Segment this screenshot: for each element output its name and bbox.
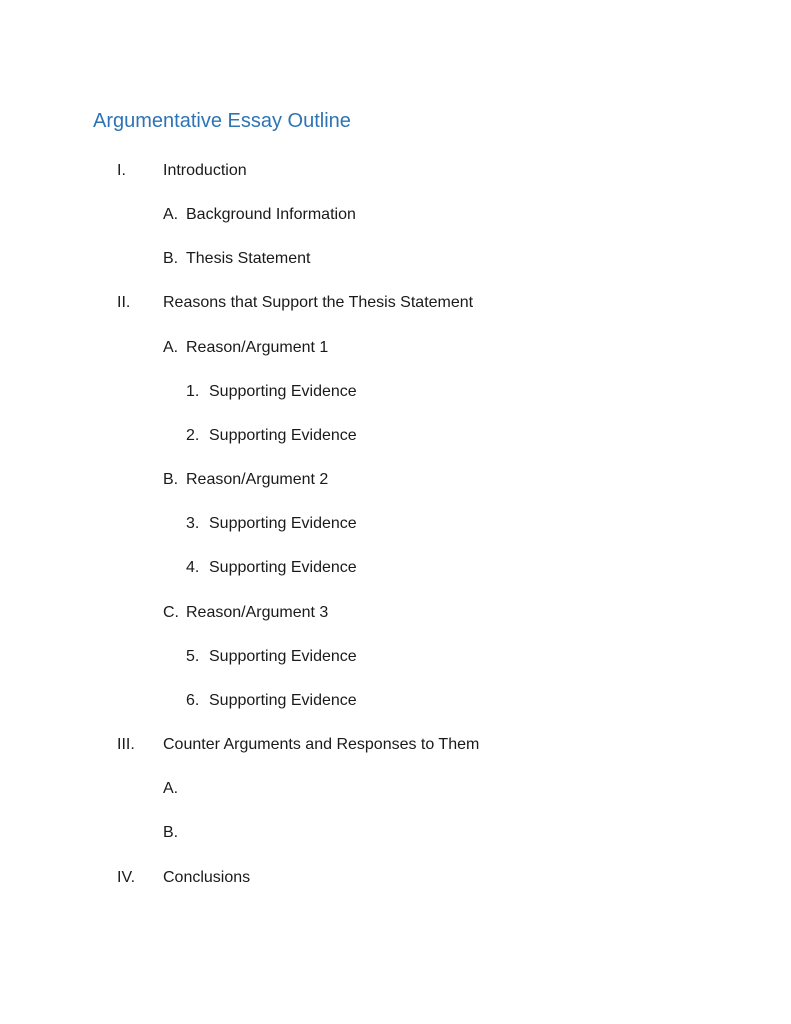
outline-item-subsection <box>0 602 791 624</box>
outline-marker: 2. <box>186 427 200 444</box>
outline-text: Reason/Argument 3 <box>186 604 329 621</box>
outline-item-section-1 <box>0 160 791 182</box>
outline-text: Introduction <box>163 162 247 179</box>
outline-item-section-2 <box>0 292 791 314</box>
outline-item-subsection <box>0 822 791 844</box>
outline-marker: A. <box>163 206 179 223</box>
outline-item-evidence <box>0 425 791 447</box>
outline-text: Supporting Evidence <box>209 692 357 709</box>
outline-item-subsection <box>0 204 791 226</box>
outline-marker: B. <box>163 471 179 488</box>
outline-text: Supporting Evidence <box>209 427 357 444</box>
outline-item-subsection <box>0 469 791 491</box>
outline-item-subsection <box>0 778 791 800</box>
outline-marker: II. <box>117 294 131 311</box>
outline-marker: A. <box>163 780 179 797</box>
outline-item-evidence <box>0 381 791 403</box>
outline-marker: 4. <box>186 559 200 576</box>
outline-text: Supporting Evidence <box>209 383 357 400</box>
outline-text: Reason/Argument 2 <box>186 471 329 488</box>
outline-item-evidence <box>0 557 791 579</box>
outline-text: Background Information <box>186 206 356 223</box>
outline-marker: A. <box>163 339 179 356</box>
outline-marker: B. <box>163 824 179 841</box>
outline-item-evidence <box>0 646 791 668</box>
outline-text: Counter Arguments and Responses to Them <box>163 736 480 753</box>
outline-text: Conclusions <box>163 869 251 886</box>
outline-marker: C. <box>163 604 179 621</box>
outline-marker: 6. <box>186 692 200 709</box>
outline-text: Supporting Evidence <box>209 515 357 532</box>
outline-item-subsection <box>0 248 791 270</box>
outline-marker: IV. <box>117 869 136 886</box>
outline-text: Supporting Evidence <box>209 559 357 576</box>
outline-item-evidence <box>0 690 791 712</box>
outline-marker: 3. <box>186 515 200 532</box>
outline-marker: I. <box>117 162 126 179</box>
outline-text: Reasons that Support the Thesis Statement <box>163 294 474 311</box>
outline-marker: 5. <box>186 648 200 665</box>
outline-marker: 1. <box>186 383 200 400</box>
outline-item-section-4 <box>0 867 791 889</box>
outline-item-subsection <box>0 337 791 359</box>
outline-item-section-3 <box>0 734 791 756</box>
outline-text: Reason/Argument 1 <box>186 339 329 356</box>
outline-marker: B. <box>163 250 179 267</box>
outline-marker: III. <box>117 736 135 753</box>
outline-text: Supporting Evidence <box>209 648 357 665</box>
outline-text: Thesis Statement <box>186 250 311 267</box>
document-title: Argumentative Essay Outline <box>93 110 351 132</box>
outline-item-evidence <box>0 513 791 535</box>
